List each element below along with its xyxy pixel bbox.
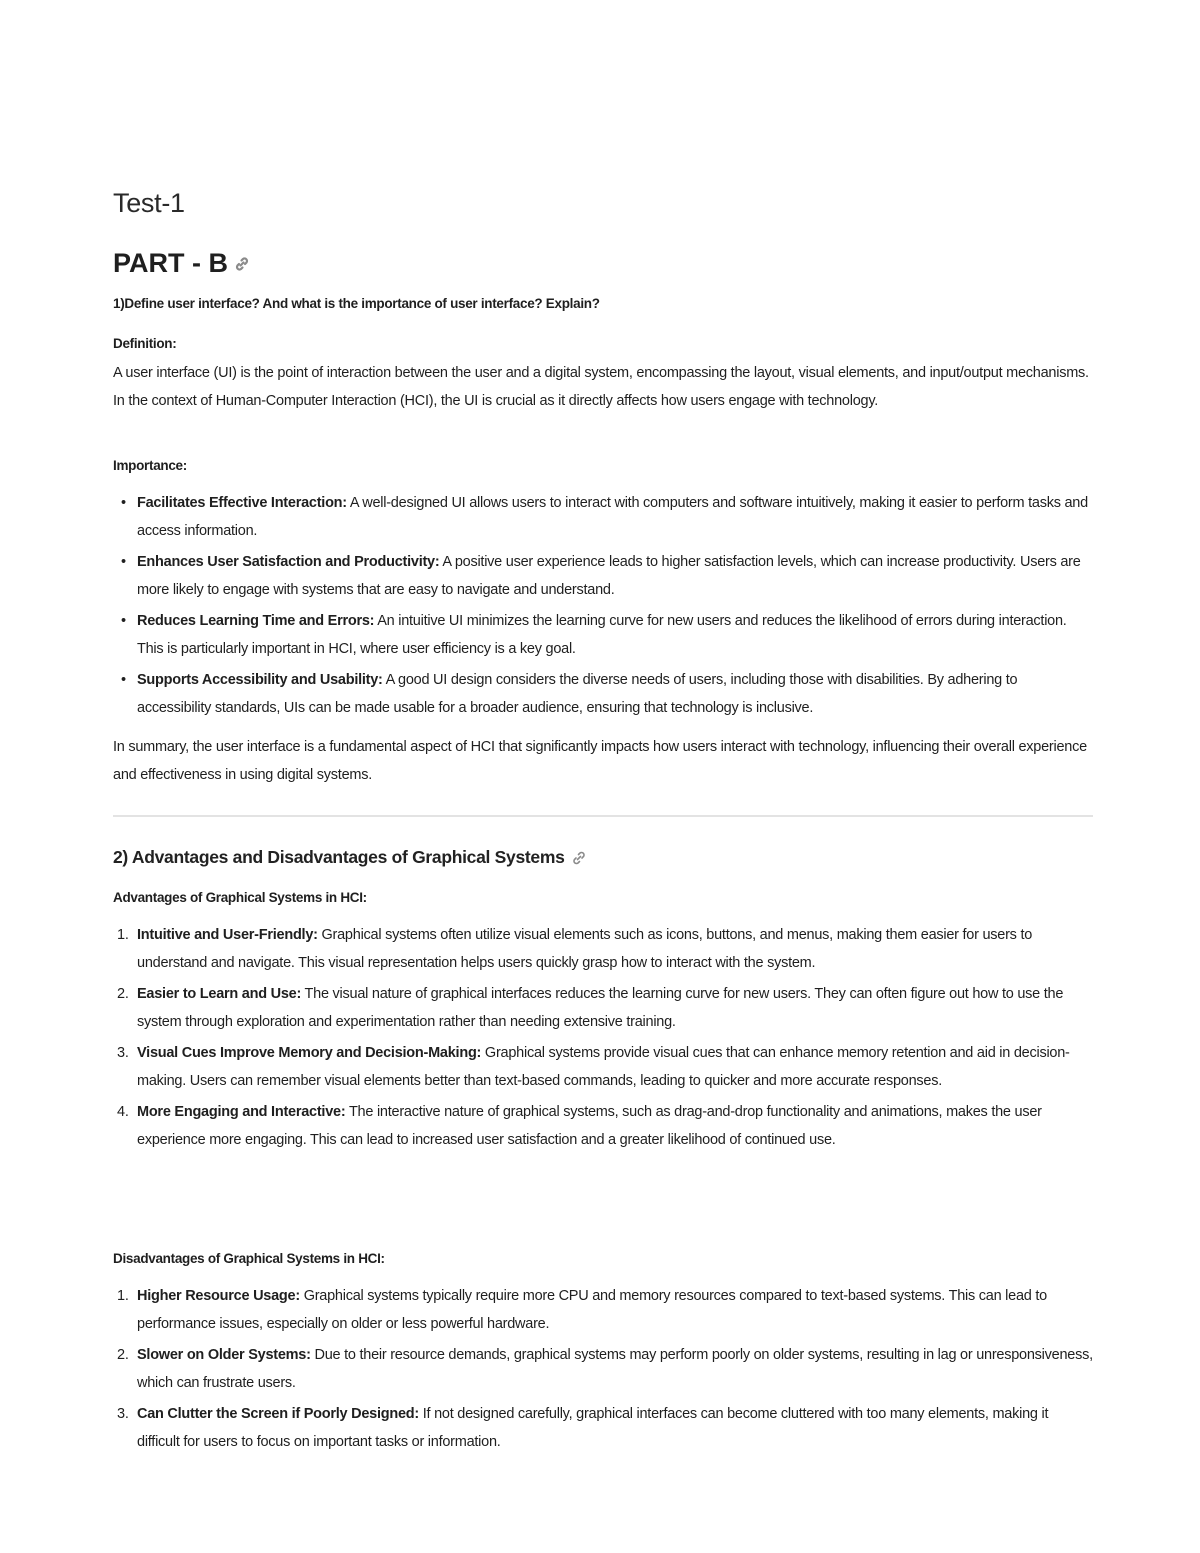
item-term: Enhances User Satisfaction and Productivity: [137, 554, 440, 570]
item-term: Easier to Learn and Use: [137, 986, 302, 1002]
bullet-marker: • [121, 554, 126, 570]
question-1: 1)Define user interface? And what is the importance of user interface? Explain? [113, 296, 600, 311]
item-term: Can Clutter the Screen if Poorly Designed: [137, 1406, 419, 1422]
link-icon[interactable] [571, 850, 587, 866]
importance-list [113, 490, 1093, 726]
list-item [113, 1099, 1093, 1154]
item-text: A positive user experience leads to higher satisfaction levels, which can increase productivity. Users are more likely to engage with systems that are easy to navigate and understand. [137, 554, 1081, 598]
section-2-heading [113, 847, 587, 868]
part-heading [113, 248, 250, 279]
item-term: Slower on Older Systems: [137, 1347, 311, 1363]
bullet-marker: • [121, 495, 126, 511]
list-item [113, 667, 1093, 722]
list-item [113, 1283, 1093, 1338]
importance-label: Importance: [113, 458, 187, 473]
item-text: An intuitive UI minimizes the learning curve for new users and reduces the likelihood of errors during interaction. This is particularly important in HCI, where user efficiency is a key goal. [137, 613, 1067, 657]
advantages-list [113, 922, 1093, 1158]
item-term: Higher Resource Usage: [137, 1288, 300, 1304]
bullet-marker: • [121, 672, 126, 688]
item-number: 1. [117, 927, 129, 943]
advantages-label: Advantages of Graphical Systems in HCI: [113, 890, 367, 905]
item-number: 2. [117, 1347, 129, 1363]
item-number: 1. [117, 1288, 129, 1304]
item-text: If not designed carefully, graphical interfaces can become cluttered with too many elements, making it difficult for users to focus on important tasks or information. [137, 1406, 1049, 1450]
item-number: 2. [117, 986, 129, 1002]
summary-text: In summary, the user interface is a fundamental aspect of HCI that significantly impacts how users interact with technology, influencing their overall experience and effectiveness in using digital systems. [113, 739, 1087, 783]
part-heading-text: PART - B [113, 248, 228, 278]
item-text: Graphical systems provide visual cues that can enhance memory retention and aid in decision-making. Users can remember visual elements better than text-based commands, leading to quicker and more accurate responses. [137, 1045, 1070, 1089]
item-text: A well-designed UI allows users to interact with computers and software intuitively, making it easier to perform tasks and access information. [137, 495, 1088, 539]
disadvantages-label: Disadvantages of Graphical Systems in HCI: [113, 1251, 385, 1266]
item-number: 3. [117, 1045, 129, 1061]
item-term: Visual Cues Improve Memory and Decision-Making: [137, 1045, 482, 1061]
list-item [113, 922, 1093, 977]
item-term: Intuitive and User-Friendly: [137, 927, 318, 943]
list-item [113, 981, 1093, 1036]
list-item [113, 608, 1093, 663]
item-term: Supports Accessibility and Usability: [137, 672, 383, 688]
list-item [113, 1040, 1093, 1095]
divider [113, 815, 1093, 817]
item-number: 3. [117, 1406, 129, 1422]
list-item [113, 549, 1093, 604]
item-text: Graphical systems typically require more CPU and memory resources compared to text-based systems. This can lead to performance issues, especially on older or less powerful hardware. [137, 1288, 1047, 1332]
item-text: Due to their resource demands, graphical systems may perform poorly on older systems, resulting in lag or unresponsiveness, which can frustrate users. [137, 1347, 1093, 1391]
bullet-marker: • [121, 613, 126, 629]
list-item [113, 490, 1093, 545]
list-item [113, 1342, 1093, 1397]
list-item [113, 1401, 1093, 1456]
item-term: Reduces Learning Time and Errors: [137, 613, 375, 629]
document-title: Test-1 [113, 188, 185, 218]
item-text: Graphical systems often utilize visual elements such as icons, buttons, and menus, making them easier for users to understand and navigate. This visual representation helps users quickly grasp how to interact with the system. [137, 927, 1033, 971]
section-2-heading-text: 2) Advantages and Disadvantages of Graphical Systems [113, 847, 565, 867]
definition-label: Definition: [113, 336, 177, 351]
item-number: 4. [117, 1104, 129, 1120]
disadvantages-list [113, 1283, 1093, 1460]
item-term: Facilitates Effective Interaction: [137, 495, 347, 511]
link-icon[interactable] [234, 256, 250, 272]
item-text: The interactive nature of graphical systems, such as drag-and-drop functionality and animations, makes the user experience more engaging. This can lead to increased user satisfaction and a greater likelihood of continued use. [137, 1104, 1042, 1148]
item-text: The visual nature of graphical interfaces reduces the learning curve for new users. They can often figure out how to use the system through exploration and experimentation rather than needing extensive training. [137, 986, 1064, 1030]
definition-text: A user interface (UI) is the point of interaction between the user and a digital system, encompassing the layout, visual elements, and input/output mechanisms. In the context of Human-Computer Interaction (HCI), the UI is crucial as it directly affects how users engage with technology. [113, 365, 1089, 409]
item-term: More Engaging and Interactive: [137, 1104, 346, 1120]
item-text: A good UI design considers the diverse needs of users, including those with disabilities. By adhering to accessibility standards, UIs can be made usable for a broader audience, ensuring that technology is inclusive. [137, 672, 1018, 716]
